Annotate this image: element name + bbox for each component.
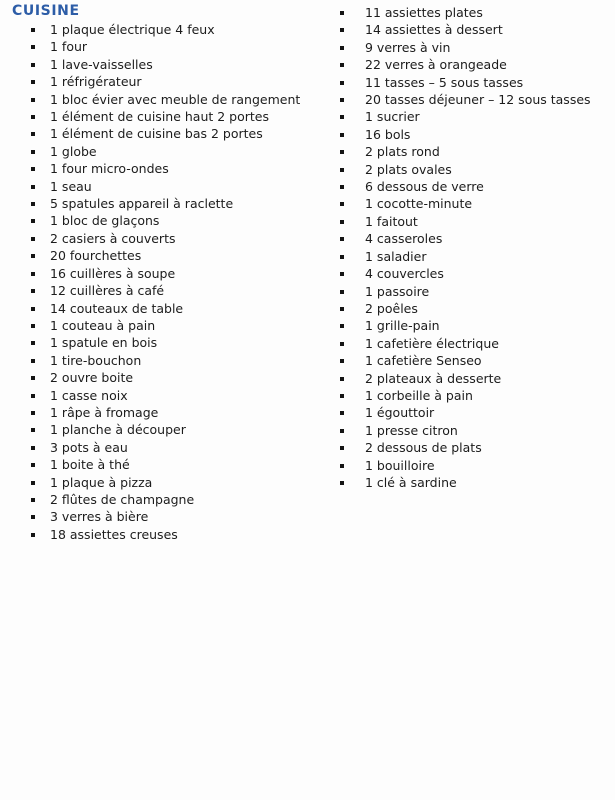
inventory-item-text: 1 râpe à fromage xyxy=(50,404,159,420)
square-bullet-icon xyxy=(31,28,35,32)
square-bullet-icon xyxy=(31,359,35,363)
inventory-item-text: 3 verres à bière xyxy=(50,509,149,525)
square-bullet-icon xyxy=(340,411,344,415)
square-bullet-icon xyxy=(31,411,35,415)
square-bullet-icon xyxy=(340,81,344,85)
inventory-list-item xyxy=(31,282,331,299)
inventory-item-text: 11 tasses – 5 sous tasses xyxy=(365,74,524,90)
inventory-item-text: 1 seau xyxy=(50,178,92,194)
square-bullet-icon xyxy=(340,28,344,32)
inventory-item-text: 1 plaque à pizza xyxy=(50,474,153,490)
inventory-list-item xyxy=(31,143,331,160)
square-bullet-icon xyxy=(31,237,35,241)
square-bullet-icon xyxy=(340,168,344,172)
inventory-list-item xyxy=(340,352,610,369)
square-bullet-icon xyxy=(340,394,344,398)
inventory-item-text: 2 plateaux à desserte xyxy=(365,370,502,386)
inventory-item-text: 1 casse noix xyxy=(50,387,128,403)
inventory-list-item xyxy=(31,38,331,55)
inventory-item-text: 2 dessous de plats xyxy=(365,440,482,456)
square-bullet-icon xyxy=(31,202,35,206)
inventory-list-item xyxy=(31,212,331,229)
inventory-list-item xyxy=(340,161,610,178)
square-bullet-icon xyxy=(31,498,35,502)
inventory-list-item xyxy=(31,421,331,438)
square-bullet-icon xyxy=(31,80,35,84)
square-bullet-icon xyxy=(31,481,35,485)
inventory-item-text: 1 cafetière électrique xyxy=(365,335,499,351)
inventory-list-item xyxy=(340,143,610,160)
inventory-list-item xyxy=(340,74,610,91)
inventory-list-item xyxy=(340,300,610,317)
inventory-list-item xyxy=(31,474,331,491)
inventory-item-text: 1 bouilloire xyxy=(365,457,435,473)
square-bullet-icon xyxy=(31,341,35,345)
inventory-list-item xyxy=(340,195,610,212)
inventory-list-item xyxy=(31,21,331,38)
square-bullet-icon xyxy=(340,150,344,154)
inventory-item-text: 2 casiers à couverts xyxy=(50,230,176,246)
page-title: CUISINE xyxy=(12,3,80,19)
square-bullet-icon xyxy=(340,220,344,224)
square-bullet-icon xyxy=(340,98,344,102)
inventory-item-text: 20 fourchettes xyxy=(50,248,142,264)
square-bullet-icon xyxy=(31,150,35,154)
square-bullet-icon xyxy=(31,185,35,189)
inventory-list-item xyxy=(340,39,610,56)
square-bullet-icon xyxy=(31,446,35,450)
square-bullet-icon xyxy=(31,289,35,293)
inventory-item-text: 16 cuillères à soupe xyxy=(50,265,176,281)
inventory-list-item xyxy=(340,265,610,282)
inventory-list-item xyxy=(340,91,610,108)
square-bullet-icon xyxy=(340,185,344,189)
inventory-item-text: 1 spatule en bois xyxy=(50,335,158,351)
inventory-item-text: 1 cafetière Senseo xyxy=(365,353,482,369)
inventory-list-item xyxy=(31,108,331,125)
inventory-item-text: 1 globe xyxy=(50,143,97,159)
inventory-item-text: 4 couvercles xyxy=(365,266,444,282)
inventory-list-item xyxy=(340,422,610,439)
inventory-list-item xyxy=(31,195,331,212)
inventory-item-text: 9 verres à vin xyxy=(365,39,451,55)
square-bullet-icon xyxy=(340,237,344,241)
inventory-list-item xyxy=(340,370,610,387)
inventory-item-text: 14 couteaux de table xyxy=(50,300,184,316)
square-bullet-icon xyxy=(31,428,35,432)
inventory-item-text: 14 assiettes à dessert xyxy=(365,22,503,38)
inventory-item-text: 6 dessous de verre xyxy=(365,179,484,195)
inventory-list-item xyxy=(31,160,331,177)
inventory-item-text: 1 boite à thé xyxy=(50,457,130,473)
square-bullet-icon xyxy=(340,202,344,206)
inventory-item-text: 1 tire-bouchon xyxy=(50,352,142,368)
square-bullet-icon xyxy=(340,464,344,468)
inventory-list-item xyxy=(340,283,610,300)
square-bullet-icon xyxy=(340,342,344,346)
inventory-list-column-right xyxy=(340,4,610,491)
square-bullet-icon xyxy=(31,98,35,102)
square-bullet-icon xyxy=(340,377,344,381)
inventory-item-text: 1 bloc de glaçons xyxy=(50,213,160,229)
inventory-list-item xyxy=(31,265,331,282)
square-bullet-icon xyxy=(31,254,35,258)
inventory-item-text: 11 assiettes plates xyxy=(365,5,483,20)
square-bullet-icon xyxy=(31,115,35,119)
inventory-list-item xyxy=(340,439,610,456)
inventory-item-text: 1 clé à sardine xyxy=(365,474,457,490)
inventory-item-text: 1 faitout xyxy=(365,213,418,229)
inventory-list-item xyxy=(340,248,610,265)
inventory-item-text: 1 cocotte-minute xyxy=(365,196,473,212)
inventory-item-text: 1 planche à découper xyxy=(50,422,186,438)
inventory-list-item xyxy=(31,334,331,351)
inventory-item-text: 1 four xyxy=(50,39,88,55)
square-bullet-icon xyxy=(31,394,35,398)
inventory-item-text: 1 presse citron xyxy=(365,422,458,438)
square-bullet-icon xyxy=(340,324,344,328)
inventory-list-item xyxy=(31,230,331,247)
inventory-list-item xyxy=(31,439,331,456)
inventory-item-text: 1 grille-pain xyxy=(365,318,440,334)
inventory-list-item xyxy=(340,404,610,421)
inventory-item-text: 18 assiettes creuses xyxy=(50,526,178,542)
inventory-item-text: 1 passoire xyxy=(365,283,430,299)
inventory-list-item xyxy=(31,125,331,142)
inventory-list-item xyxy=(31,178,331,195)
inventory-list-item xyxy=(340,108,610,125)
inventory-list-item xyxy=(31,387,331,404)
inventory-list-item xyxy=(340,335,610,352)
inventory-item-text: 1 élément de cuisine bas 2 portes xyxy=(50,126,263,142)
square-bullet-icon xyxy=(31,376,35,380)
square-bullet-icon xyxy=(31,324,35,328)
square-bullet-icon xyxy=(31,167,35,171)
inventory-list-item xyxy=(340,126,610,143)
inventory-list-item xyxy=(31,352,331,369)
square-bullet-icon xyxy=(31,63,35,67)
inventory-list-item xyxy=(31,56,331,73)
square-bullet-icon xyxy=(340,46,344,50)
inventory-list-item xyxy=(340,178,610,195)
inventory-item-text: 22 verres à orangeade xyxy=(365,57,507,73)
inventory-list-item xyxy=(340,56,610,73)
inventory-item-text: 1 saladier xyxy=(365,248,427,264)
inventory-item-text: 1 égouttoir xyxy=(365,405,435,421)
square-bullet-icon xyxy=(340,429,344,433)
square-bullet-icon xyxy=(31,272,35,276)
inventory-list-item xyxy=(340,21,610,38)
square-bullet-icon xyxy=(340,272,344,276)
inventory-item-text: 1 corbeille à pain xyxy=(365,387,473,403)
inventory-item-text: 2 poêles xyxy=(365,300,418,316)
inventory-list-item xyxy=(31,508,331,525)
square-bullet-icon xyxy=(340,63,344,67)
square-bullet-icon xyxy=(340,255,344,259)
square-bullet-icon xyxy=(31,307,35,311)
inventory-item-text: 1 lave-vaisselles xyxy=(50,56,153,72)
inventory-item-text: 1 plaque électrique 4 feux xyxy=(50,22,215,37)
square-bullet-icon xyxy=(340,481,344,485)
inventory-item-text: 2 plats ovales xyxy=(365,161,452,177)
inventory-item-text: 4 casseroles xyxy=(365,231,443,247)
inventory-list-column-left xyxy=(31,21,331,543)
square-bullet-icon xyxy=(340,115,344,119)
square-bullet-icon xyxy=(340,290,344,294)
inventory-item-text: 1 four micro-ondes xyxy=(50,161,169,177)
inventory-list-item xyxy=(340,230,610,247)
inventory-item-text: 1 bloc évier avec meuble de rangement xyxy=(50,91,301,107)
square-bullet-icon xyxy=(31,463,35,467)
inventory-list-item xyxy=(340,317,610,334)
square-bullet-icon xyxy=(340,446,344,450)
square-bullet-icon xyxy=(31,533,35,537)
inventory-list-item xyxy=(31,456,331,473)
square-bullet-icon xyxy=(340,11,344,15)
inventory-item-text: 2 ouvre boite xyxy=(50,370,134,386)
inventory-list-item xyxy=(31,247,331,264)
square-bullet-icon xyxy=(340,307,344,311)
square-bullet-icon xyxy=(31,132,35,136)
inventory-list-item xyxy=(340,213,610,230)
inventory-list-item xyxy=(31,369,331,386)
inventory-item-text: 16 bols xyxy=(365,126,411,142)
square-bullet-icon xyxy=(340,359,344,363)
square-bullet-icon xyxy=(340,133,344,137)
inventory-list-item xyxy=(340,457,610,474)
inventory-item-text: 1 couteau à pain xyxy=(50,317,156,333)
inventory-item-text: 1 élément de cuisine haut 2 portes xyxy=(50,109,270,125)
inventory-list-item xyxy=(31,491,331,508)
square-bullet-icon xyxy=(31,219,35,223)
inventory-list-item xyxy=(31,526,331,543)
inventory-list-item xyxy=(31,300,331,317)
inventory-item-text: 2 flûtes de champagne xyxy=(50,491,195,507)
inventory-item-text: 20 tasses déjeuner – 12 sous tasses xyxy=(365,92,591,108)
inventory-item-text: 3 pots à eau xyxy=(50,439,128,455)
inventory-item-text: 1 réfrigérateur xyxy=(50,74,142,90)
inventory-item-text: 5 spatules appareil à raclette xyxy=(50,196,234,212)
inventory-list-item xyxy=(31,317,331,334)
inventory-list-item xyxy=(31,404,331,421)
inventory-item-text: 2 plats rond xyxy=(365,144,440,160)
inventory-list-item xyxy=(31,91,331,108)
inventory-list-item xyxy=(340,4,610,21)
inventory-item-text: 12 cuillères à café xyxy=(50,283,165,299)
inventory-list-item xyxy=(31,73,331,90)
inventory-list-item xyxy=(340,474,610,491)
square-bullet-icon xyxy=(31,515,35,519)
square-bullet-icon xyxy=(31,45,35,49)
inventory-list-item xyxy=(340,387,610,404)
inventory-item-text: 1 sucrier xyxy=(365,109,420,125)
